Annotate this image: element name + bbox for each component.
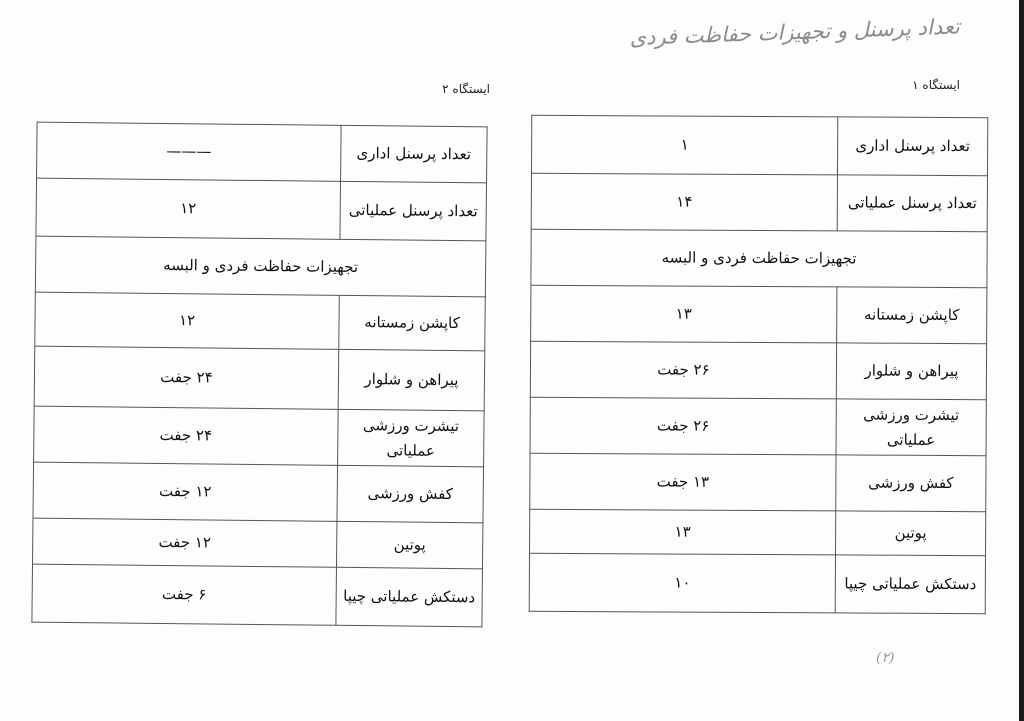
item-value: ۲۴ جفت xyxy=(34,346,339,409)
item-value: ۱۲ جفت xyxy=(33,518,337,567)
table-row xyxy=(531,229,987,287)
item-value: ۱۳ xyxy=(530,509,836,555)
admin-staff-label: تعداد پرسنل اداری xyxy=(341,125,488,183)
table-row xyxy=(34,406,485,467)
table-row xyxy=(34,346,485,411)
ops-staff-value: ۱۲ xyxy=(36,178,341,239)
table-row xyxy=(33,462,484,523)
item-value: ۱۲ xyxy=(35,292,340,349)
table-row xyxy=(35,292,486,351)
table-row xyxy=(531,115,987,175)
table-row xyxy=(33,518,483,569)
item-name: کاپشن زمستانه xyxy=(339,295,486,351)
table-row xyxy=(530,341,986,399)
item-value: ۶ جفت xyxy=(32,564,337,625)
item-name: دستکش عملیاتی چیپا xyxy=(336,567,483,627)
table-row xyxy=(35,236,486,297)
item-name: پیراهن و شلوار xyxy=(836,343,986,400)
item-name: پوتین xyxy=(836,511,986,556)
table-row xyxy=(529,553,985,613)
table-row xyxy=(531,285,987,343)
item-value: ۲۶ جفت xyxy=(530,341,836,399)
table-row xyxy=(530,453,986,511)
item-name: کفش ورزشی xyxy=(836,455,986,512)
section-header: تجهیزات حفاظت فردی و البسه xyxy=(35,236,486,297)
item-value: ۱۲ جفت xyxy=(33,462,338,521)
station-1-label: ایستگاه ۱ xyxy=(912,78,960,92)
item-name: کاپشن زمستانه xyxy=(837,287,987,344)
table-row xyxy=(37,122,488,183)
item-value: ۱۳ xyxy=(531,285,837,343)
table-row xyxy=(530,509,986,555)
item-value: ۲۶ جفت xyxy=(530,397,836,455)
table-row xyxy=(531,173,987,231)
item-name: پیراهن و شلوار xyxy=(338,349,485,411)
item-value: ۱۳ جفت xyxy=(530,453,836,511)
item-name: دستکش عملیاتی چیپا xyxy=(835,555,985,614)
scan-edge xyxy=(1019,0,1024,721)
station-1-table xyxy=(529,115,989,614)
admin-staff-value: ۱ xyxy=(531,115,837,175)
admin-staff-value: ——— xyxy=(37,122,342,181)
ops-staff-value: ۱۴ xyxy=(531,173,837,231)
station-2-label: ایستگاه ۲ xyxy=(442,82,490,96)
admin-staff-label: تعداد پرسنل اداری xyxy=(837,117,987,176)
ops-staff-label: تعداد پرسنل عملیاتی xyxy=(340,181,487,241)
item-name: تیشرت ورزشی عملیاتی xyxy=(836,399,986,456)
table-row xyxy=(36,178,487,241)
item-value: ۲۴ جفت xyxy=(34,406,339,465)
table-row xyxy=(530,397,986,455)
ops-staff-label: تعداد پرسنل عملیاتی xyxy=(837,175,987,232)
handwritten-title: تعداد پرسنل و تجهیزات حفاظت فردی xyxy=(629,14,961,50)
item-name: کفش ورزشی xyxy=(337,465,484,523)
item-name: تیشرت ورزشی عملیاتی xyxy=(338,409,485,467)
table-row xyxy=(32,564,483,627)
item-value: ۱۰ xyxy=(529,553,835,613)
section-header: تجهیزات حفاظت فردی و البسه xyxy=(531,229,987,287)
station-2-table xyxy=(31,122,487,628)
page-number-mark: (۲) xyxy=(876,650,895,666)
item-name: پوتین xyxy=(336,521,482,569)
